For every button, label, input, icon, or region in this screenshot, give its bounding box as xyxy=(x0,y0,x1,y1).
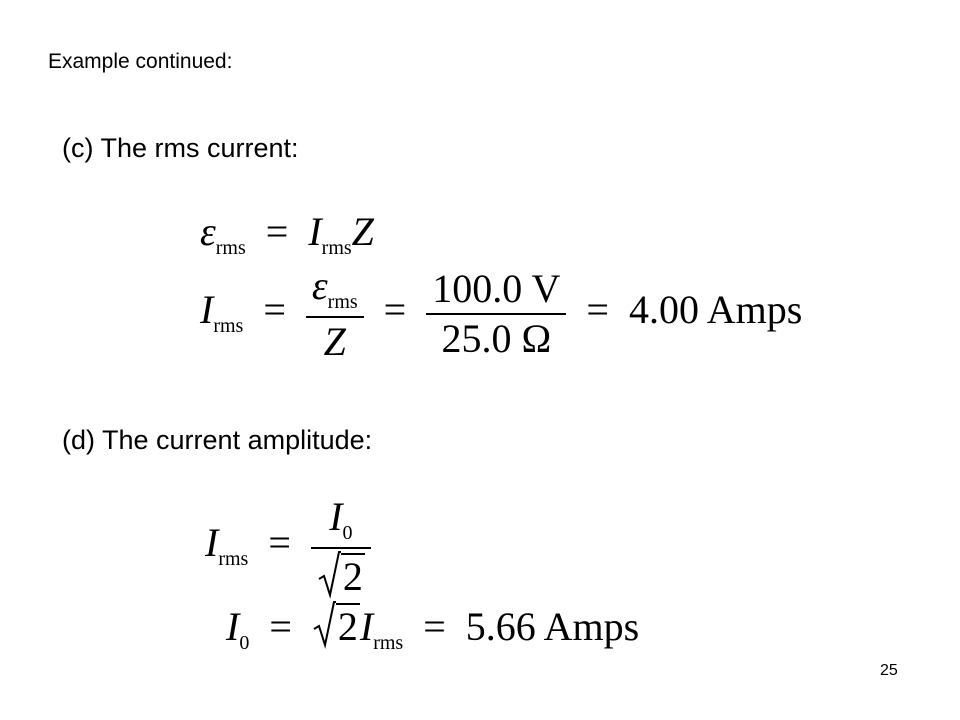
radical-sign-icon xyxy=(312,601,336,649)
equals-sign: = xyxy=(268,520,291,566)
emf-subscript: rms xyxy=(327,291,358,313)
equation-irms-from-i0 xyxy=(205,494,371,599)
impedance-value: 25.0 Ω xyxy=(426,313,566,359)
radical-sign-icon xyxy=(317,551,341,599)
page-number: 25 xyxy=(880,662,898,679)
equation-irms xyxy=(200,263,803,364)
amplitude-subscript: 0 xyxy=(342,522,353,544)
equals-sign: = xyxy=(586,287,609,333)
section-c-heading: (c) The rms current: xyxy=(62,133,299,163)
equals-sign: = xyxy=(423,604,446,649)
current-symbol: I xyxy=(205,520,219,566)
current-symbol: I xyxy=(359,604,374,649)
fraction-emf-over-z xyxy=(306,263,364,364)
impedance-symbol: Z xyxy=(306,316,364,362)
voltage-value: 100.0 V xyxy=(432,266,561,311)
equation-emf-rms xyxy=(200,209,374,259)
emf-symbol: ε xyxy=(311,263,328,308)
equals-sign: = xyxy=(265,209,289,254)
emf-subscript: rms xyxy=(215,237,246,259)
current-symbol: I xyxy=(308,209,322,254)
current-subscript: rms xyxy=(373,632,404,654)
amplitude-symbol: I xyxy=(329,494,343,539)
current-subscript: rms xyxy=(218,548,249,571)
current-symbol: I xyxy=(200,287,214,333)
current-subscript: rms xyxy=(321,237,352,259)
amplitude-subscript: 0 xyxy=(239,632,250,654)
current-subscript: rms xyxy=(213,315,244,338)
equals-sign: = xyxy=(269,604,292,649)
amplitude-symbol: I xyxy=(226,604,240,649)
fraction-voltage-over-impedance xyxy=(426,266,566,361)
irms-result: 4.00 Amps xyxy=(628,287,803,333)
impedance-symbol: Z xyxy=(351,209,374,254)
i0-result: 5.66 Amps xyxy=(465,604,640,649)
slide-header: Example continued: xyxy=(48,50,233,73)
square-root xyxy=(317,553,365,597)
equals-sign: = xyxy=(383,287,407,333)
emf-symbol: ε xyxy=(200,209,216,254)
radicand: 2 xyxy=(342,554,363,599)
equation-i0 xyxy=(226,603,639,653)
radicand: 2 xyxy=(337,604,358,649)
equals-sign: = xyxy=(263,287,286,333)
square-root xyxy=(312,603,360,647)
fraction-i0-over-sqrt2 xyxy=(311,494,371,599)
section-d-heading: (d) The current amplitude: xyxy=(62,425,373,455)
